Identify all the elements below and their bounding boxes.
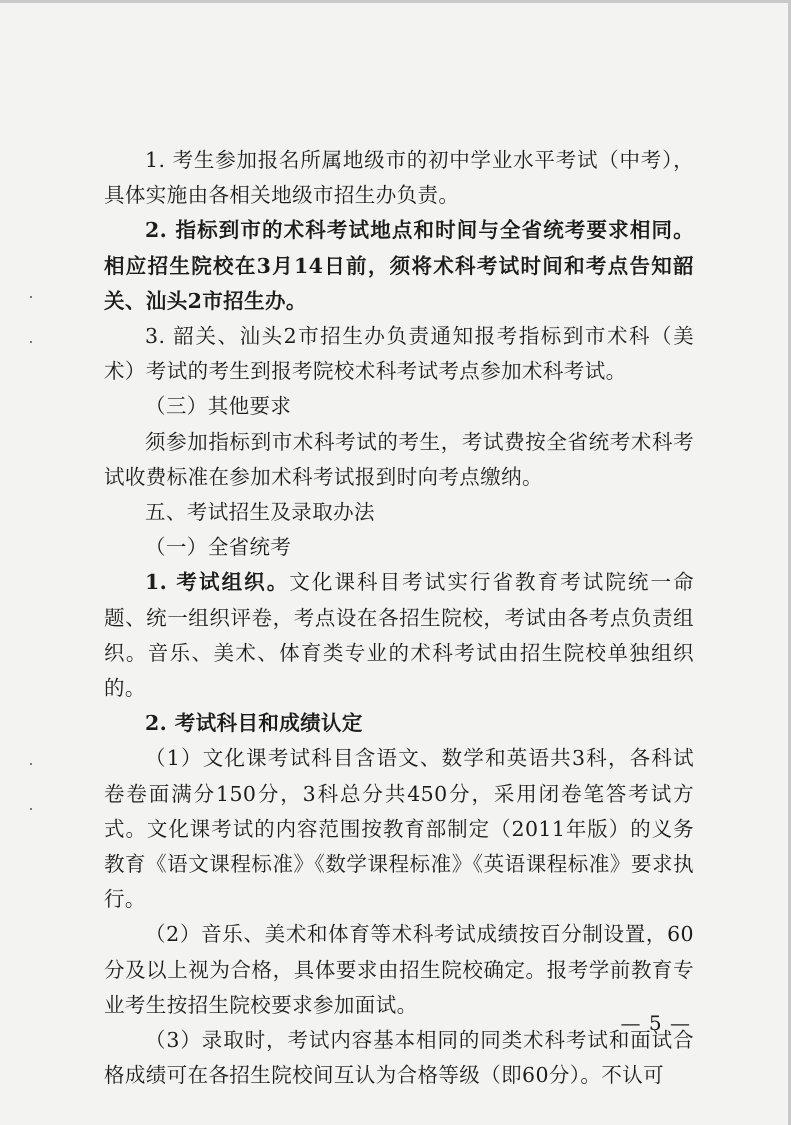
paragraph-subject-2: （2）音乐、美术和体育等术科考试成绩按百分制设置，60分及以上视为合格，具体要求由招生院校确定。报考学前教育专业考生按招生院校要求参加面试。 (104, 922, 694, 1017)
paragraph-item-3: 3. 韶关、汕头2市招生办负责通知报考指标到市术科（美术）考试的考生到报考院校术科考试考点参加术科考试。 (104, 324, 694, 384)
scan-speck (30, 763, 32, 765)
page-number: — 5 — (620, 1011, 691, 1035)
section-heading-other-requirements: （三）其他要求 (145, 394, 292, 419)
exam-organization-text: 文化课科目考试实行省教育考试院统一命题、统一组织评卷，考点设在各招生院校，考试由各考点负责组织。音乐、美术、体育类专业的术科考试由招生院校单独组织的。 (104, 570, 694, 701)
exam-organization-label: 1. 考试组织。 (145, 570, 290, 595)
scan-speck (30, 341, 32, 343)
paragraph-item-1: 1. 考生参加报名所属地级市的初中学业水平考试（中考），具体实施由各相关地级市招生办负责。 (104, 148, 694, 208)
scan-speck (30, 808, 32, 810)
document-body (104, 143, 694, 1093)
scan-speck (30, 296, 32, 298)
section-heading-subjects: 2. 考试科目和成绩认定 (145, 711, 363, 736)
paragraph-subject-1: （1）文化课考试科目含语文、数学和英语共3科，各科试卷卷面满分150分，3科总分共450分，采用闭卷笔答考试方式。文化课考试的内容范围按教育部制定（2011年版）的义务教育《语文课程标准》《数学课程标准》《英语课程标准》要求执行。 (104, 746, 694, 912)
paragraph-subject-3: （3）录取时，考试内容基本相同的同类术科考试和面试合格成绩可在各招生院校间互认为合格等级（即60分）。不认可 (104, 1028, 694, 1088)
section-heading-unified-exam: （一）全省统考 (145, 535, 292, 560)
paragraph-item-2: 2. 指标到市的术科考试地点和时间与全省统考要求相同。相应招生院校在3月14日前，须将术科考试时间和考点告知韶关、汕头2市招生办。 (104, 218, 694, 313)
scan-border-top (0, 0, 791, 3)
section-heading-admission: 五、考试招生及录取办法 (145, 500, 375, 525)
paragraph-fee: 须参加指标到市术科考试的考生，考试费按全省统考术科考试收费标准在参加术科考试报到时向考点缴纳。 (104, 429, 694, 489)
paragraph-exam-organization (104, 565, 694, 706)
